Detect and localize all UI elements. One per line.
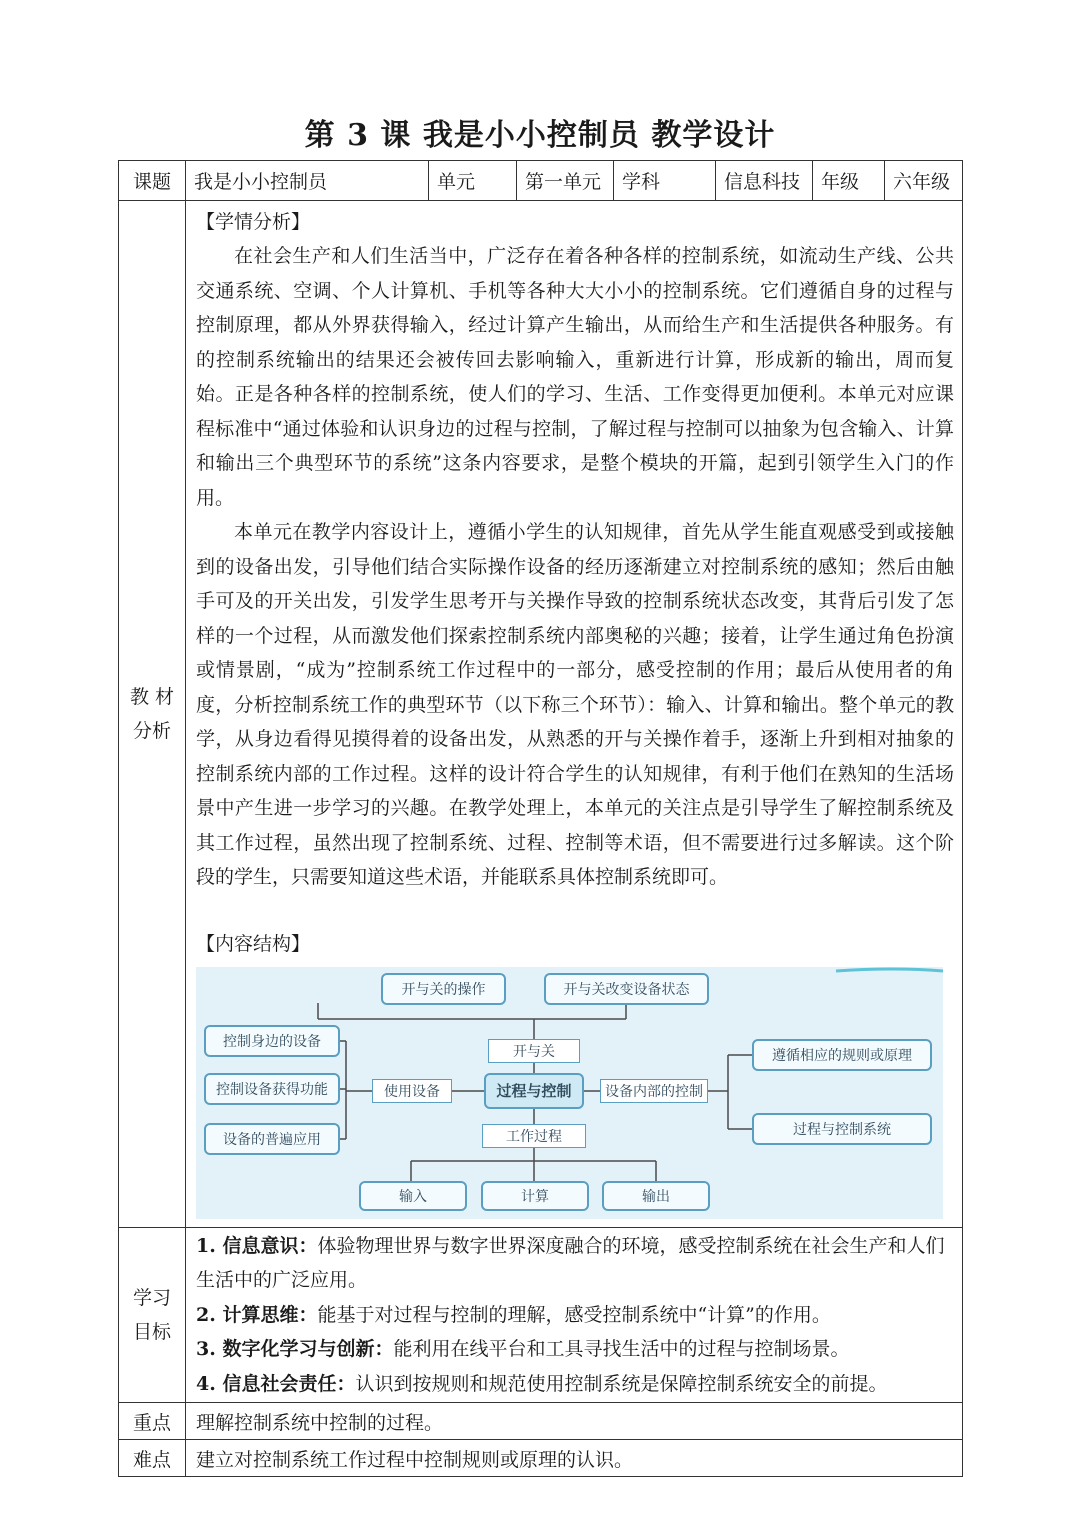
subject-label: 学科 — [614, 161, 716, 201]
goal-item — [196, 1332, 954, 1367]
node-input: 输入 — [359, 1181, 467, 1211]
unit-value: 第一单元 — [517, 161, 614, 201]
goal-heading: 2. 计算思维： — [196, 1303, 318, 1326]
goal-heading: 4. 信息社会责任： — [196, 1372, 356, 1395]
goal-text: 认识到按规则和规范使用控制系统是保障控制系统安全的前提。 — [355, 1372, 888, 1395]
header-row — [119, 161, 963, 201]
node-output: 输出 — [602, 1181, 710, 1211]
material-row — [119, 201, 963, 1228]
key-point-row — [119, 1403, 963, 1440]
node-device-functions: 控制设备获得功能 — [204, 1073, 340, 1105]
node-internal-control: 设备内部的控制 — [600, 1079, 708, 1103]
subject-value: 信息科技 — [716, 161, 813, 201]
goal-text: 体验物理世界与数字世界深度融合的环境，感受控制系统在社会生产和人们生活中的广泛应用。 — [196, 1234, 945, 1291]
decorative-curve — [836, 969, 943, 971]
key-point-label: 重点 — [119, 1403, 186, 1440]
node-follow-rules: 遵循相应的规则或原理 — [752, 1039, 932, 1071]
analysis-paragraph-1: 在社会生产和人们生活当中，广泛存在着各种各样的控制系统，如流动生产线、公共交通系统、空调、个人计算机、手机等各种大大小小的控制系统。它们遵循自身的过程与控制原理，都从外界获得输入，经过计算产生输出，从而给生产和生活提供各种服务。有的控制系统输出的结果还会被传回去影响输入，重新进行计算，形成新的输出，周而复始。正是各种各样的控制系统，使人们的学习、生活、工作变得更加便利。本单元对应课程标准中“通过体验和认识身边的过程与控制，了解过程与控制可以抽象为包含输入、计算和输出三个典型环节的系统”这条内容要求，是整个模块的开篇，起到引领学生入门的作用。 — [196, 245, 954, 509]
goal-item — [196, 1367, 954, 1402]
goals-label — [119, 1227, 186, 1403]
page-title: 第 3 课 我是小小控制员 教学设计 — [304, 118, 776, 153]
goals-label-line2: 目标 — [132, 1320, 171, 1343]
topic-label: 课题 — [119, 161, 186, 201]
material-label-line2: 分析 — [132, 719, 171, 742]
section-title-structure: 【内容结构】 — [196, 932, 311, 955]
material-label-line1: 教 材 — [129, 685, 175, 708]
grade-label: 年级 — [813, 161, 885, 201]
topic-value: 我是小小控制员 — [186, 161, 429, 201]
lesson-design-table — [118, 160, 963, 1477]
key-point-text: 理解控制系统中控制的过程。 — [186, 1403, 963, 1440]
unit-label: 单元 — [429, 161, 517, 201]
analysis-paragraph-2: 本单元在教学内容设计上，遵循小学生的认知规律，首先从学生能直观感受到或接触到的设备出发，引导他们结合实际操作设备的经历逐渐建立对控制系统的感知；然后由触手可及的开关出发，引发学生思考开与关操作导致的控制系统状态改变，其背后引发了怎样的一个过程，从而激发他们探索控制系统内部奥秘的兴趣；接着，让学生通过角色扮演或情景剧，“成为”控制系统工作过程中的一部分，感受控制的作用；最后从使用者的角度，分析控制系统工作的典型环节（以下称三个环节）：输入、计算和输出。整个单元的教学，从身边看得见摸得着的设备出发，从熟悉的开与关操作着手，逐渐上升到相对抽象的控制系统内部的工作过程。这样的设计符合学生的认知规律，有利于他们在熟知的生活场景中产生进一步学习的兴趣。在教学处理上，本单元的关注点是引导学生了解控制系统及其工作过程，虽然出现了控制系统、过程、控制等术语，但不需要进行过多解读。这个阶段的学生，只需要知道这些术语，并能联系具体控制系统即可。 — [196, 521, 954, 888]
node-process-and-control: 过程与控制 — [484, 1073, 584, 1109]
material-content — [186, 201, 963, 1228]
material-label — [119, 201, 186, 1228]
difficulty-text: 建立对控制系统工作过程中控制规则或原理的认识。 — [186, 1440, 963, 1477]
node-switch-operation: 开与关的操作 — [381, 973, 506, 1005]
goals-row — [119, 1227, 963, 1403]
content-structure-diagram — [196, 967, 943, 1219]
section-title-analysis: 【学情分析】 — [196, 211, 311, 233]
difficulty-row — [119, 1440, 963, 1477]
node-switch: 开与关 — [488, 1039, 580, 1063]
difficulty-label: 难点 — [119, 1440, 186, 1477]
grade-value: 六年级 — [885, 161, 963, 201]
node-use-device: 使用设备 — [372, 1079, 452, 1103]
goal-text: 能利用在线平台和工具寻找生活中的过程与控制场景。 — [393, 1338, 850, 1360]
goal-heading: 3. 数字化学习与创新： — [196, 1338, 394, 1360]
node-compute: 计算 — [481, 1181, 589, 1211]
goal-item — [196, 1298, 954, 1333]
goals-content — [186, 1227, 963, 1403]
node-work-process: 工作过程 — [482, 1124, 586, 1148]
goals-label-line1: 学习 — [132, 1286, 171, 1309]
node-process-control-system: 过程与控制系统 — [752, 1113, 932, 1145]
node-control-devices: 控制身边的设备 — [204, 1025, 340, 1057]
goal-heading: 1. 信息意识： — [196, 1234, 318, 1257]
node-switch-changes-state: 开与关改变设备状态 — [544, 973, 709, 1005]
goal-item — [196, 1229, 954, 1298]
goal-text: 能基于对过程与控制的理解，感受控制系统中“计算”的作用。 — [317, 1303, 831, 1326]
node-device-applications: 设备的普遍应用 — [204, 1123, 340, 1155]
